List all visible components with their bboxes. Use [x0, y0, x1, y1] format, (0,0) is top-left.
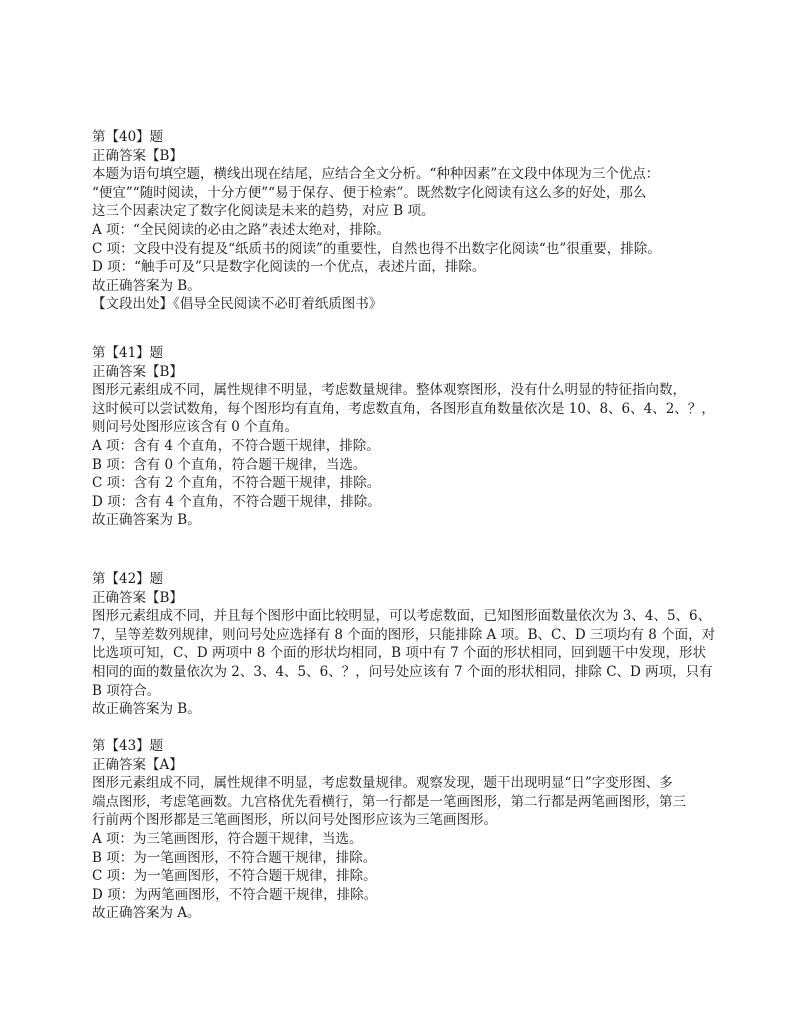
question-41 [92, 344, 722, 530]
correct-answer: 正确答案【B】 [92, 589, 183, 606]
explanation-line: 这三个因素决定了数字化阅读是未来的趋势，对应 B 项。 [92, 203, 435, 220]
option-analysis-a: A 项：含有 4 个直角，不符合题干规律，排除。 [92, 437, 380, 454]
option-analysis-c: C 项：文段中没有提及“纸质书的阅读”的重要性，自然也得不出数字化阅读“也”很重要，排除。 [92, 240, 661, 257]
option-analysis-a: A 项：为三笔画图形，符合题干规律，当选。 [92, 830, 363, 847]
option-analysis-d: D 项：含有 4 个直角，不符合题干规律，排除。 [92, 493, 381, 510]
question-title: 第【43】题 [92, 738, 164, 754]
conclusion-line: 故正确答案为 B。 [92, 512, 201, 529]
explanation-line: 图形元素组成不同，并且每个图形中面比较明显，可以考虑数面，已知图形面数量依次为 3、4、5、6、 [92, 608, 712, 625]
explanation-line: 7，呈等差数列规律，则问号处应选择有 8 个面的图形，只能排除 A 项。B、C、D 三项均有 8 个面，对 [92, 626, 716, 643]
correct-answer: 正确答案【B】 [92, 363, 183, 380]
explanation-line: 比选项可知，C、D 两项中 8 个面的形状均相同，B 项中有 7 个面的形状相同，回到题干中发现，形状 [92, 645, 706, 662]
source-line: 【文段出处】《倡导全民阅读不必盯着纸质图书》 [92, 296, 383, 313]
option-analysis-b: B 项：为一笔画图形，不符合题干规律，排除。 [92, 849, 377, 866]
explanation-line: 图形元素组成不同，属性规律不明显，考虑数量规律。观察发现，题干出现明显“日”字变形图、多 [92, 775, 673, 792]
question-42 [92, 570, 722, 719]
correct-answer: 正确答案【B】 [92, 147, 183, 164]
question-title: 第【40】题 [92, 129, 164, 145]
option-analysis-c: C 项：为一笔画图形，不符合题干规律，排除。 [92, 868, 377, 885]
option-analysis-b: B 项：含有 0 个直角，符合题干规律，当选。 [92, 456, 367, 473]
option-analysis-d: D 项：为两笔画图形，不符合题干规律，排除。 [92, 886, 378, 903]
conclusion-line: 故正确答案为 A。 [92, 905, 201, 922]
explanation-line: 行前两个图形都是三笔画图形，所以问号处图形应该为三笔画图形。 [92, 812, 497, 829]
question-title: 第【41】题 [92, 345, 164, 361]
explanation-line: 相同的面的数量依次为 2、3、4、5、6、？，问号处应该有 7 个面的形状相同，排除 C、D 两项，只有 [92, 663, 713, 680]
explanation-line: 本题为语句填空题，横线出现在结尾，应结合全文分析。“种种因素”在文段中体现为三个优点： [92, 166, 660, 183]
explanation-line: B 项符合。 [92, 682, 161, 699]
explanation-line: 则问号处图形应该含有 0 个直角。 [92, 419, 299, 436]
conclusion-line: 故正确答案为 B。 [92, 277, 201, 294]
option-analysis-c: C 项：含有 2 个直角，不符合题干规律，排除。 [92, 475, 381, 492]
option-analysis-d: D 项：“触手可及”只是数字化阅读的一个优点，表述片面，排除。 [92, 259, 486, 276]
explanation-line: “便宜”“随时阅读，十分方便”“易于保存、便于检索”。既然数字化阅读有这么多的好处，那么 [92, 184, 647, 201]
correct-answer: 正确答案【A】 [92, 756, 183, 773]
explanation-line: 这时候可以尝试数角，每个图形均有直角，考虑数直角，各图形直角数量依次是 10、8、6、4、2、？， [92, 400, 715, 417]
option-analysis-a: A 项：“全民阅读的必由之路”表述太绝对，排除。 [92, 221, 390, 238]
question-43 [92, 737, 722, 923]
conclusion-line: 故正确答案为 B。 [92, 701, 201, 718]
question-40 [92, 128, 722, 314]
explanation-line: 图形元素组成不同，属性规律不明显，考虑数量规律。整体观察图形，没有什么明显的特征指向数， [92, 382, 686, 399]
explanation-line: 端点图形，考虑笔画数。九宫格优先看横行，第一行都是一笔画图形，第二行都是两笔画图形，第三 [92, 793, 686, 810]
question-title: 第【42】题 [92, 571, 164, 587]
